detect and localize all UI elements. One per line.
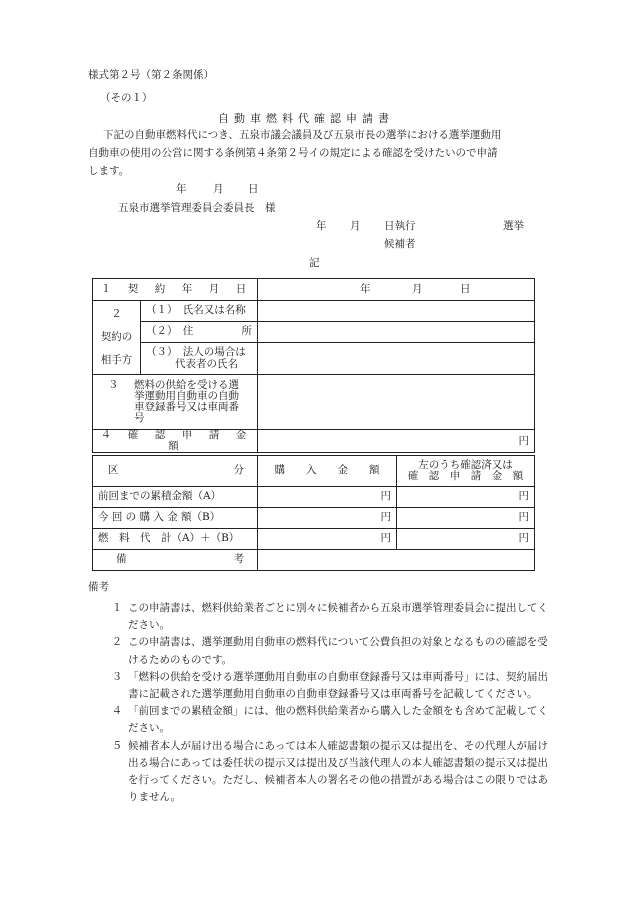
current-purchase-label: 今 回 の 購 入 金 額（B） xyxy=(93,508,258,529)
confirmed-amount-header: 左のうち確認済又は 確 認 申 請 金 額 xyxy=(397,456,535,487)
remarks-field[interactable] xyxy=(258,550,535,571)
total-confirmed-field[interactable]: 円 xyxy=(397,529,535,550)
date-year-label: 年 xyxy=(176,183,187,195)
note-item: ５ 候補者本人が届け出る場合にあっては本人確認書類の提示又は提出を、その代理人が届け出る場合にあっては委任状の提示又は提出及び当該代理人の本人確認書類の提示又は提出を行ってください。ただし、候補者本人の署名その他の措置がある場合はこの限りではありません。 xyxy=(111,739,548,804)
election-month-label: 月 xyxy=(350,220,361,232)
vehicle-number-field[interactable] xyxy=(258,375,535,430)
form-part: （その１） xyxy=(100,92,153,104)
notes-heading: 備考 xyxy=(88,581,109,593)
party-representative-label: （３） 法人の場合は 代表者の氏名 xyxy=(141,343,258,375)
current-purchase-field[interactable]: 円 xyxy=(258,508,397,529)
election-day-label: 日執行 xyxy=(384,220,416,232)
contract-party-label: ２ 契約の 相手方 xyxy=(93,301,141,375)
form-number: 様式第２号（第２条関係） xyxy=(88,69,214,81)
category-header: 区 分 xyxy=(93,456,258,487)
election-year-label: 年 xyxy=(316,220,327,232)
note-item: ２ この申請書は、選挙運動用自動車の燃料代について公費負担の対象となるものの確認を受けるためのものです。 xyxy=(111,636,548,666)
party-address-label: （２） 住 所 xyxy=(141,322,258,343)
contract-day-label: 日 xyxy=(460,282,471,295)
election-label: 選挙 xyxy=(503,220,524,232)
vehicle-number-label: ３ 燃料の供給を受ける選 挙運動用自動車の自動 車登録番号又は車両番 号 xyxy=(93,375,258,430)
contract-date-label: １ 契 約 年 月 日 xyxy=(93,279,258,301)
addressee: 五泉市選挙管理委員会委員長 様 xyxy=(118,202,276,214)
previous-purchase-field[interactable]: 円 xyxy=(258,487,397,508)
notes-list xyxy=(106,600,552,806)
candidate-label: 候補者 xyxy=(384,238,416,250)
party-name-field[interactable] xyxy=(258,301,535,322)
fuel-total-label: 燃 料 代 計（A）＋（B） xyxy=(93,529,258,550)
page-title: 自動車燃料代確認申請書 xyxy=(218,112,394,125)
yen-unit: 円 xyxy=(518,434,529,447)
contract-date-field[interactable] xyxy=(258,279,535,301)
note-item: １ この申請書は、燃料供給業者ごとに別々に候補者から五泉市選挙管理委員会に提出してください。 xyxy=(111,602,548,632)
party-name-label: （１） 氏名又は名称 xyxy=(141,301,258,322)
claim-amount-field[interactable] xyxy=(258,430,535,453)
body-line-3: します。 xyxy=(88,165,130,177)
contract-month-label: 月 xyxy=(412,282,423,295)
date-month-label: 月 xyxy=(213,183,224,195)
body-line-2: 自動車の使用の公営に関する条例第４条第２号イの規定による確認を受けたいので申請 xyxy=(88,147,498,159)
current-confirmed-field[interactable]: 円 xyxy=(397,508,535,529)
date-day-label: 日 xyxy=(248,183,259,195)
note-item: ４ 「前回までの累積金額」には、他の燃料供給業者から購入した金額をも含めて記載してください。 xyxy=(111,705,548,735)
contract-year-label: 年 xyxy=(360,282,371,295)
previous-confirmed-field[interactable]: 円 xyxy=(397,487,535,508)
total-purchase-field[interactable]: 円 xyxy=(258,529,397,550)
contract-table xyxy=(92,278,535,453)
party-representative-field[interactable] xyxy=(258,343,535,375)
previous-total-label: 前回までの累積金額（A） xyxy=(93,487,258,508)
body-line-1: 下記の自動車燃料代につき、五泉市議会議員及び五泉市長の選挙における選挙運動用 xyxy=(103,129,502,141)
amount-table xyxy=(92,455,535,571)
claim-amount-label: ４ 確 認 申 請 金 額 xyxy=(93,430,258,453)
note-item: ３ 「燃料の供給を受ける選挙運動用自動車の自動車登録番号又は車両番号」には、契約届出書に記載された選挙運動用自動車の自動車登録番号又は車両番号を記載してください。 xyxy=(111,670,548,701)
ki-label: 記 xyxy=(309,257,320,269)
purchase-amount-header: 購 入 金 額 xyxy=(258,456,397,487)
remarks-label: 備 考 xyxy=(93,550,258,571)
party-address-field[interactable] xyxy=(258,322,535,343)
